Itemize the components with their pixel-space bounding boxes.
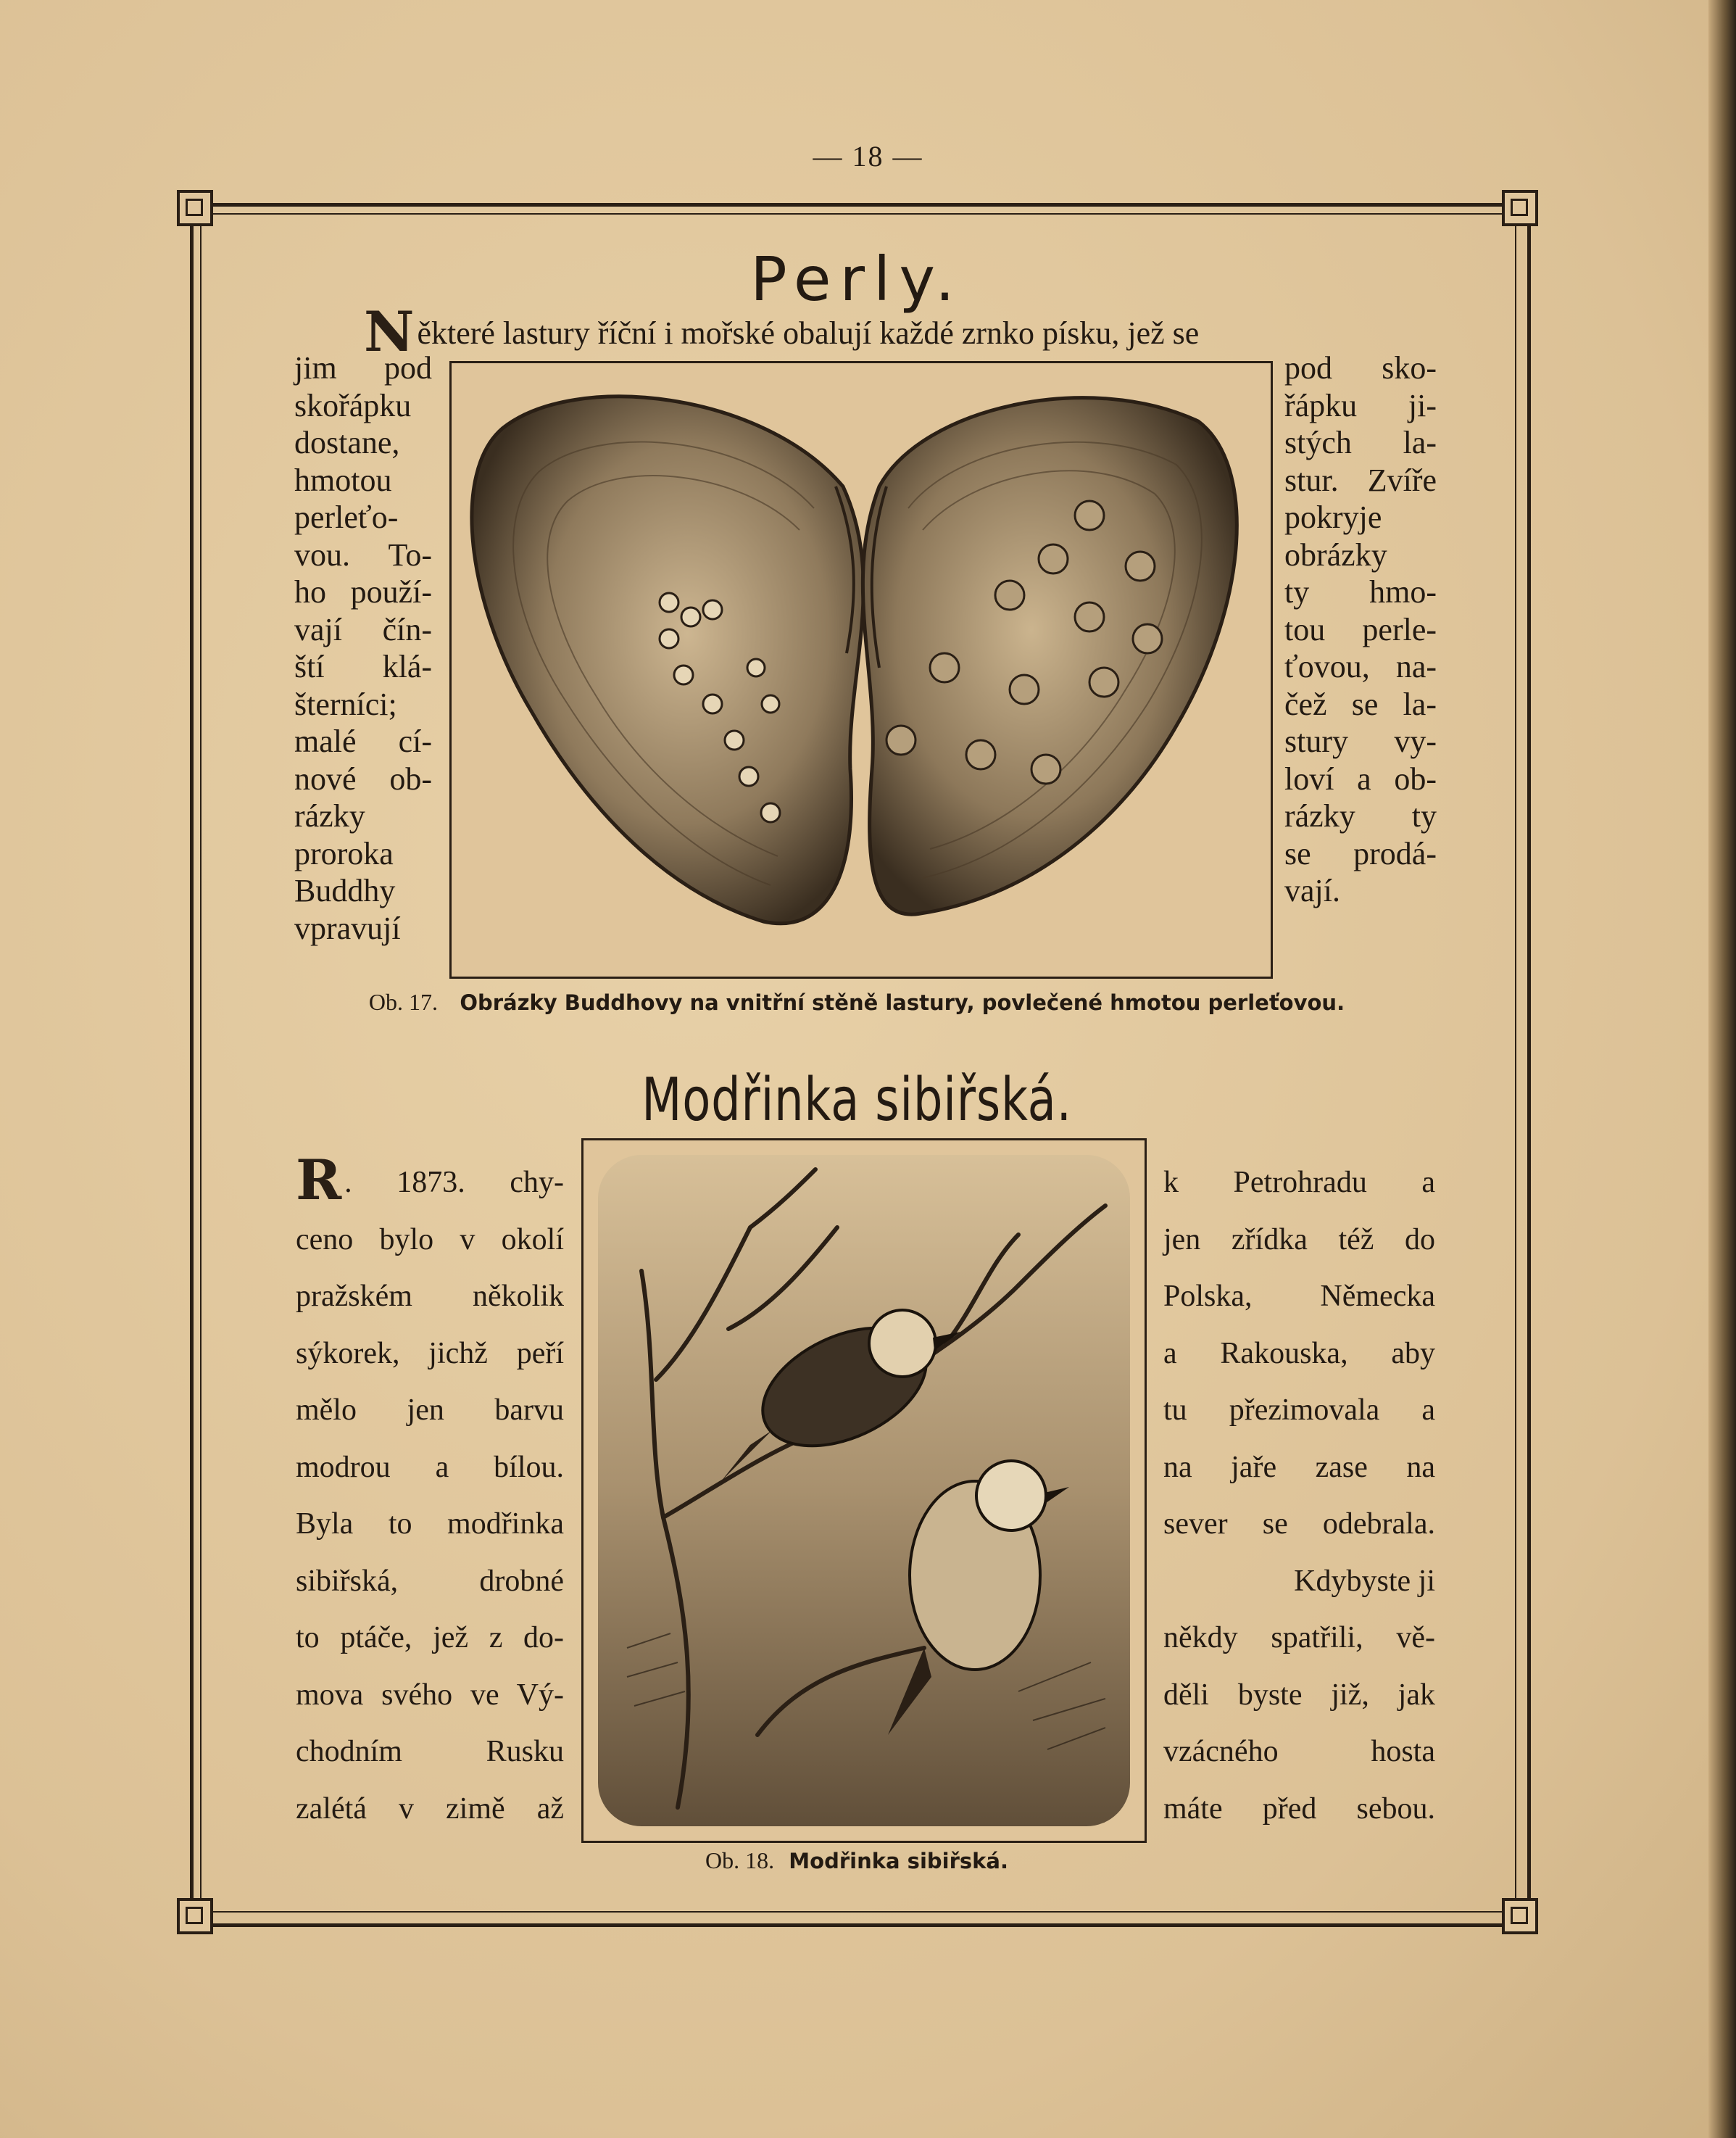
modrinka-right-column [1163, 1154, 1435, 1837]
text-line: sibiřská, drobné [296, 1564, 564, 1598]
text-line: modrou a bílou. [296, 1450, 564, 1484]
text-line: děli byste již, jak [1163, 1678, 1435, 1712]
text-line: jen zřídka též do [1163, 1222, 1435, 1256]
text-line: sever se odebrala. [1163, 1507, 1435, 1541]
text-line: čež se la- [1284, 686, 1437, 722]
intro-text: ěkteré lastury říční i mořské obalují každé zrnko písku, jež se [417, 315, 1200, 351]
text-line: stury vy- [1284, 724, 1437, 759]
text-line: vají čín- [294, 611, 432, 647]
modrinka-left-column [296, 1148, 564, 1837]
text-line: mova svého ve Vý- [296, 1678, 564, 1712]
figure-shell [449, 361, 1273, 979]
frame-corner-ornament [177, 1898, 213, 1934]
text-line: vají. [1284, 873, 1340, 908]
text-line: na jaře zase na [1163, 1450, 1435, 1484]
text-line: obrázky [1284, 536, 1387, 573]
perly-right-column [1284, 349, 1437, 910]
text-line: šterníci; [294, 686, 397, 722]
text-line: nové ob- [294, 761, 432, 797]
caption-text: Modřinka sibiřská. [789, 1849, 1009, 1873]
text-line: stur. Zvíře [1284, 462, 1437, 498]
text-line: Buddhy [294, 873, 396, 908]
dropcap-initial: N [364, 299, 415, 364]
text-line: Kdybyste ji [1294, 1564, 1435, 1598]
text-line: k Petrohradu a [1163, 1166, 1435, 1199]
text-line: pod sko- [1284, 350, 1437, 386]
text-line: řápku ji- [1284, 387, 1437, 423]
caption-text: Obrázky Buddhovy na vnitřní stěně lastury, povlečené hmotou perleťovou. [460, 990, 1345, 1015]
text-line: to ptáče, jež z do- [296, 1621, 564, 1654]
book-spine-shadow [1708, 0, 1736, 2138]
text-line: hmotou [294, 462, 392, 498]
text-line: ty hmo- [1284, 574, 1437, 610]
text-line: pokryje [1284, 500, 1382, 535]
text-line: mělo jen barvu [296, 1393, 564, 1427]
text-line: se prodá- [1284, 835, 1437, 871]
text-line: proroka [294, 835, 394, 871]
figure-caption-17 [200, 989, 1513, 1016]
text-line: máte před sebou. [1163, 1791, 1435, 1826]
frame-corner-ornament [177, 190, 213, 226]
section-title-perly: Perly. [750, 244, 963, 315]
text-line: dostane, [294, 425, 400, 460]
text-line: někdy spatřili, vě- [1163, 1621, 1435, 1654]
frame-corner-ornament [1502, 1898, 1538, 1934]
text-line: ho použí- [294, 574, 432, 610]
frame-corner-ornament [1502, 190, 1538, 226]
text-line: skořápku [294, 387, 412, 423]
text-line-with-dropcap [296, 1148, 564, 1212]
text-line: tou perle- [1284, 611, 1437, 647]
text-line: rázky [294, 798, 365, 834]
bird-engraving-illustration [583, 1140, 1145, 1841]
shell-engraving-illustration [452, 363, 1271, 977]
page-number: — 18 — [813, 140, 923, 173]
text-line: perleťo- [294, 500, 399, 535]
text-line: stých la- [1284, 425, 1437, 460]
figure-caption-18 [200, 1847, 1513, 1874]
dropcap-initial: R [296, 1148, 342, 1212]
perly-left-column [294, 349, 432, 947]
perly-intro-line [364, 299, 1451, 364]
text-line: vpravují [294, 910, 401, 946]
text-line: sýkorek, jichž peří [296, 1336, 564, 1370]
text-line: ceno bylo v okolí [296, 1222, 564, 1256]
section-title-modrinka: Modřinka sibiřská. [641, 1066, 1072, 1135]
text-line: ští klá- [294, 649, 432, 684]
text-line: chodním Rusku [296, 1735, 564, 1768]
text-line: vzácného hosta [1163, 1735, 1435, 1768]
caption-number: Ob. 18. [705, 1847, 775, 1873]
text-line: tu přezimovala a [1163, 1393, 1435, 1427]
caption-number: Ob. 17. [368, 989, 439, 1015]
text-line: ťovou, na- [1284, 649, 1437, 684]
figure-bird [581, 1138, 1147, 1843]
text-line: loví a ob- [1284, 761, 1437, 797]
text-line: pražském několik [296, 1280, 564, 1313]
text-line: malé cí- [294, 724, 432, 759]
text-line: Byla to modřinka [296, 1507, 564, 1541]
text-line: vou. To- [294, 536, 432, 573]
text-line: a Rakouska, aby [1163, 1336, 1435, 1370]
text-line: rázky ty [1284, 798, 1437, 834]
text-line: . 1873. chy- [344, 1166, 564, 1199]
text-line: Polska, Německa [1163, 1280, 1435, 1313]
text-line: jim pod [294, 350, 432, 386]
text-line: zalétá v zimě až [296, 1791, 564, 1826]
